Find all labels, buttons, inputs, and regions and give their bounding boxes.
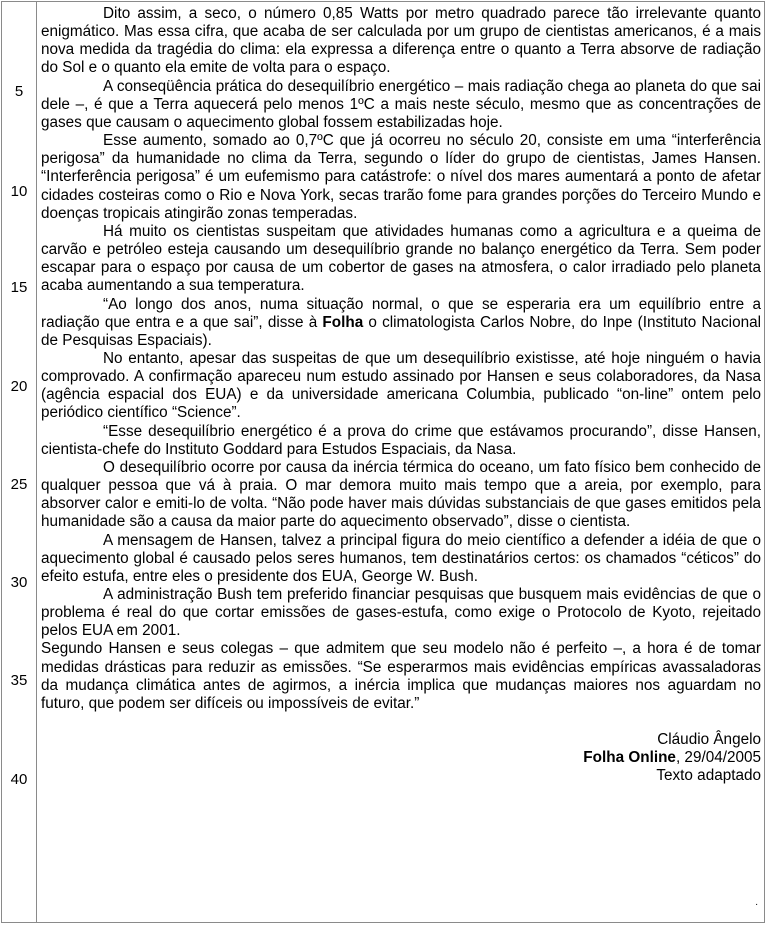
line-number-20: 20	[10, 378, 28, 395]
line-number-15: 15	[10, 279, 28, 296]
paragraph-7: “Esse desequilíbrio energético é a prova do crime que estávamos procurando”, disse Hansen, cientista-chefe do Instituto Goddard para Estudos Espaciais, da Nasa.	[41, 422, 761, 458]
line-number-5: 5	[14, 83, 24, 100]
paragraph-5	[41, 296, 761, 350]
paragraph-6: No entanto, apesar das suspeitas de que um desequilíbrio existisse, até hoje ninguém o havia comprovado. A confirmação apareceu num estudo assinado por Hansen e seus colaboradores, da Nasa (agência espacial dos EUA) e da universidade americana Columbia, publicado “on-line” ontem pelo periódico científico “Science”.	[41, 349, 761, 422]
trailing-mark: .	[755, 897, 758, 908]
paragraph-5-end: o climatologista Carlos Nobre, do Inpe (Instituto Nacional de Pesquisas Espaciais).	[41, 313, 761, 349]
paragraph-10: A administração Bush tem preferido financiar pesquisas que busquem mais evidências de que o problema é real do que cortar emissões de gases-estufa, como exige o Protocolo de Kyoto, rejeitado pelos EUA em 2001.	[41, 586, 761, 640]
line-number-30: 30	[10, 574, 28, 591]
source-line	[41, 749, 761, 767]
paragraph-11: Segundo Hansen e seus colegas – que admitem que seu modelo não é perfeito –, a hora é de tomar medidas drásticas para reduzir as emissões. “Se esperarmos mais evidências empíricas avassaladoras da mudança climática antes de agirmos, a inércia implica que mudanças maiores nos aguardam no futuro, que podem ser difíceis ou impossíveis de evitar.”	[41, 640, 761, 712]
adaptation-note: Texto adaptado	[656, 767, 761, 785]
newspaper-name: Folha	[322, 313, 364, 331]
paragraph-2: A conseqüência prática do desequilíbrio energético – mais radiação chega ao planeta do que sai dele –, é que a Terra aquecerá pelo menos 1ºC a mais neste século, mesmo que as concentrações de gases que causam o aquecimento global fossem estabilizadas hoje.	[41, 77, 761, 131]
paragraph-5-start: “Ao longo dos anos, numa situação normal, o que se esperaria era um equilíbrio entre a radiação que entra e a que sai”, disse à	[41, 295, 761, 331]
author-name: Cláudio Ângelo	[657, 731, 761, 749]
paragraph-8: O desequilíbrio ocorre por causa da inércia térmica do oceano, um fato físico bem conhecido de qualquer pessoa que vá à praia. O mar demora muito mais tempo que a areia, por exemplo, para absorver calor e emiti-lo de volta. “Não pode haver mais dúvidas substanciais de que gases emitidos pela humanidade são a causa da maior parte do aquecimento observado”, disse o cientista.	[41, 458, 761, 531]
article-text	[41, 5, 761, 786]
paragraph-9: A mensagem de Hansen, talvez a principal figura do meio científico a defender a idéia de que o aquecimento global é causado pelos seres humanos, tem destinatários certos: os chamados “céticos” do efeito estufa, entre eles o presidente dos EUA, George W. Bush.	[41, 531, 761, 585]
signature-block	[41, 731, 761, 785]
line-number-gutter	[2, 2, 37, 922]
line-number-35: 35	[10, 672, 28, 689]
text-frame	[1, 1, 765, 923]
paragraph-1: Dito assim, a seco, o número 0,85 Watts por metro quadrado parece tão irrelevante quanto enigmático. Mas essa cifra, que acaba de ser calculada por um grupo de cientistas americanos, é a mais nova medida da tragédia do clima: ela expressa a diferença entre o quanto a Terra absorve de radiação do Sol e o quanto ela emite de volta para o espaço.	[41, 5, 761, 77]
line-number-40: 40	[10, 771, 28, 788]
source-date: , 29/04/2005	[675, 749, 761, 767]
paragraph-3: Esse aumento, somado ao 0,7ºC que já ocorreu no século 20, consiste em uma “interferência perigosa” da humanidade no clima da Terra, segundo o líder do grupo de cientistas, James Hansen. “Interferência perigosa” é um eufemismo para catástrofe: o nível dos mares aumentará a ponto de afetar cidades costeiras como o Rio e Nova York, secas trarão fome para grandes porções do Terceiro Mundo e doenças tropicais atingirão zonas temperadas.	[41, 132, 761, 222]
source-name: Folha Online	[583, 749, 676, 767]
line-number-10: 10	[10, 183, 28, 200]
line-number-25: 25	[10, 476, 28, 493]
paragraph-4: Há muito os cientistas suspeitam que atividades humanas como a agricultura e a queima de carvão e petróleo esteja causando um desequilíbrio grande no balanço energético da Terra. Sem poder escapar para o espaço por causa de um cobertor de gases na atmosfera, o calor irradiado pelo planeta acaba aumentando a sua temperatura.	[41, 222, 761, 295]
